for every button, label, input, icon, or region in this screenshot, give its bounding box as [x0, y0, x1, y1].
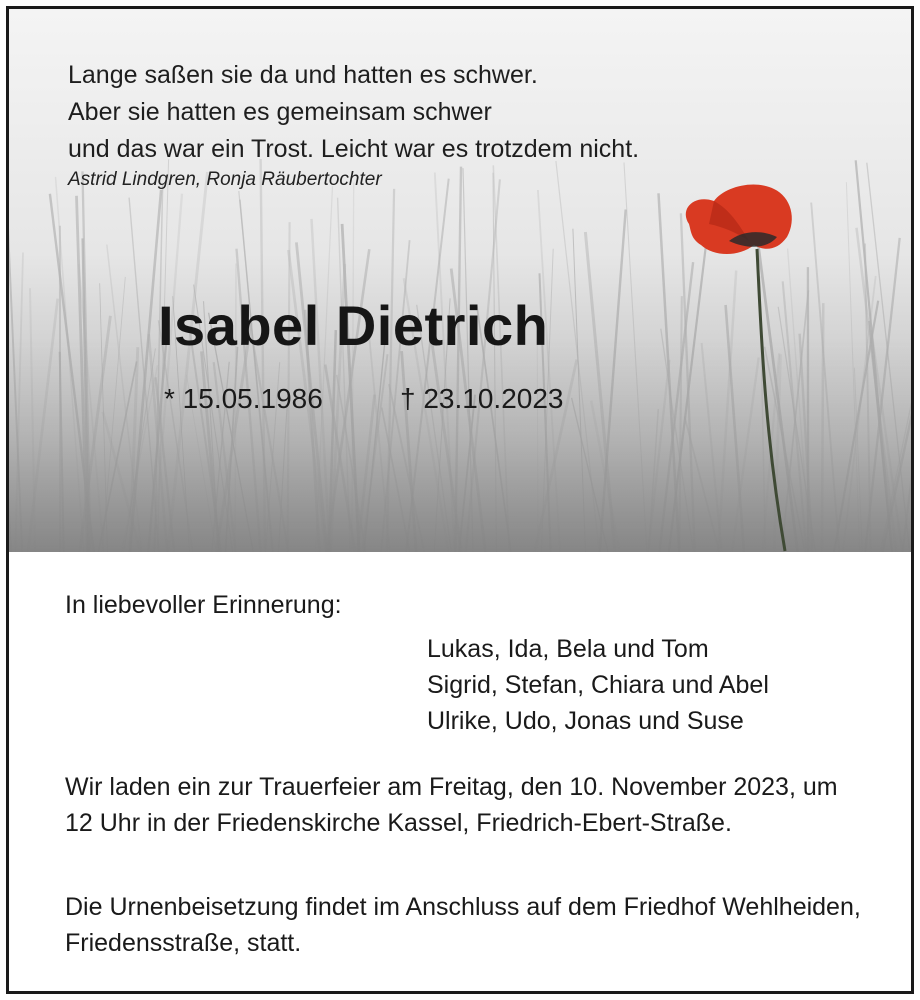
quote-block — [68, 57, 639, 168]
mourners-list — [427, 631, 769, 739]
header-photo — [9, 9, 911, 552]
memorial-intro: In liebevoller Erinnerung: — [65, 591, 342, 619]
deceased-name: Isabel Dietrich — [158, 294, 549, 357]
ceremony-text: Wir laden ein zur Trauerfeier am Freitag, den 10. November 2023, um 12 Uhr in der Friedenskirche Kassel, Friedrich-Ebert-Straße. — [65, 773, 838, 837]
obituary-frame — [6, 6, 914, 994]
birth-date: * 15.05.1986 — [164, 383, 323, 414]
mourner-line: Lukas, Ida, Bela und Tom — [427, 635, 709, 663]
death-date: † 23.10.2023 — [400, 383, 564, 414]
quote-line: Lange saßen sie da und hatten es schwer. — [68, 61, 538, 89]
mourner-line: Ulrike, Udo, Jonas und Suse — [427, 707, 744, 735]
quote-line: und das war ein Trost. Leicht war es trotzdem nicht. — [68, 135, 640, 163]
quote-attribution: Astrid Lindgren, Ronja Räubertochter — [68, 169, 382, 190]
mourner-line: Sigrid, Stefan, Chiara und Abel — [427, 671, 769, 699]
burial-text: Die Urnenbeisetzung findet im Anschluss auf dem Friedhof Wehlheiden, Friedensstraße, statt. — [65, 893, 861, 957]
quote-line: Aber sie hatten es gemeinsam schwer — [68, 98, 492, 126]
poppy-icon — [669, 179, 809, 552]
